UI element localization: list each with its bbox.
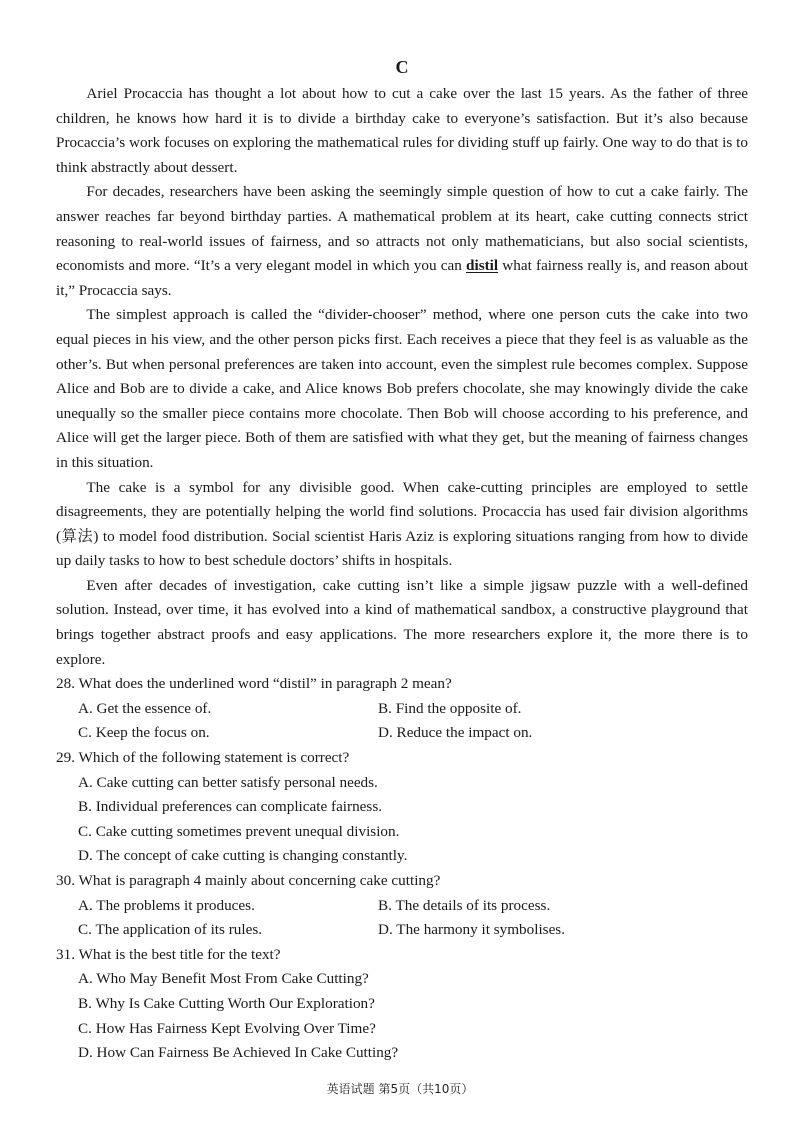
paragraph-2-text-after: what fairness really is, and reason about it,” Procaccia says. <box>56 257 748 299</box>
question-29 <box>56 746 748 869</box>
answer-options <box>56 771 748 869</box>
question-stem: 30. What is paragraph 4 mainly about concerning cake cutting? <box>56 872 441 889</box>
option-d: D. How Can Fairness Be Achieved In Cake Cutting? <box>78 1044 399 1062</box>
option-a: A. The problems it produces. <box>78 896 255 914</box>
answer-options <box>56 697 748 746</box>
exam-page <box>56 56 748 1066</box>
option-b: B. Find the opposite of. <box>378 699 522 717</box>
paragraph-2 <box>56 180 748 303</box>
option-d: D. The harmony it symbolises. <box>378 921 566 939</box>
answer-options <box>56 894 748 943</box>
paragraph-1: Ariel Procaccia has thought a lot about how to cut a cake over the last 15 years. As the father of three children, he knows how hard it is to divide a birthday cake to everyone’s satisfaction. But it’s also because Procaccia’s work focuses on exploring the mathematical rules for dividing stuff up fairly. One way to do that is to think abstractly about dessert. <box>56 85 748 176</box>
option-a: A. Get the essence of. <box>78 699 212 717</box>
paragraph-2-text-before: For decades, researchers have been asking the seemingly simple question of how to cut a cake fairly. The answer reaches far beyond birthday parties. A mathematical problem at its heart, cake cutting connects strict reasoning to real-world issues of fairness, and so attracts not only mathematicians, but also social scientists, economists and more. “It’s a very elegant model in which you can <box>56 183 748 275</box>
reading-passage <box>56 82 748 672</box>
option-b: B. Why Is Cake Cutting Worth Our Exploration? <box>78 994 375 1012</box>
question-stem: 29. Which of the following statement is correct? <box>56 749 350 767</box>
option-a: A. Cake cutting can better satisfy personal needs. <box>78 773 378 791</box>
option-d: D. Reduce the impact on. <box>378 724 533 742</box>
paragraph-3: The simplest approach is called the “divider-chooser” method, where one person cuts the cake into two equal pieces in his view, and the other person picks first. Each receives a piece that they feel is as valuable as the other’s. But when personal preferences are taken into account, even the simplest rule becomes complex. Suppose Alice and Bob are to divide a cake, and Alice knows Bob prefers chocolate, she may knowingly divide the cake unequally so the smaller piece contains more chocolate. Then Bob will choose according to his preference, and Alice will get the larger piece. Both of them are satisfied with what they get, but the meaning of fairness changes in this situation. <box>56 306 748 471</box>
option-c: C. How Has Fairness Kept Evolving Over Time? <box>78 1019 376 1037</box>
paragraph-4: The cake is a symbol for any divisible good. When cake-cutting principles are employed to settle disagreements, they are potentially helping the world find solutions. Procaccia has used fair division algorithms (算法) to model food distribution. Social scientist Haris Aziz is exploring situations ranging from how to divide up daily tasks to how to best schedule doctors’ shifts in hospitals. <box>56 478 748 570</box>
option-d: D. The concept of cake cutting is changing constantly. <box>78 847 408 865</box>
option-b: B. Individual preferences can complicate fairness. <box>78 798 383 816</box>
section-letter: C <box>395 57 409 77</box>
option-a: A. Who May Benefit Most From Cake Cutting? <box>78 970 369 988</box>
question-30 <box>56 869 748 943</box>
page-footer: 英语试题 第5页（共10页） <box>326 1082 474 1096</box>
option-c: C. Cake cutting sometimes prevent unequal division. <box>78 822 400 840</box>
question-stem: 31. What is the best title for the text? <box>56 945 281 963</box>
question-28 <box>56 672 748 746</box>
option-c: C. The application of its rules. <box>78 921 263 939</box>
question-31 <box>56 943 748 1066</box>
underlined-word-distil: distil <box>466 257 499 275</box>
question-stem: 28. What does the underlined word “distil” in paragraph 2 mean? <box>56 675 452 693</box>
option-c: C. Keep the focus on. <box>78 724 210 742</box>
option-b: B. The details of its process. <box>378 896 551 914</box>
answer-options <box>56 967 748 1065</box>
paragraph-5: Even after decades of investigation, cake cutting isn’t like a simple jigsaw puzzle with a well-defined solution. Instead, over time, it has evolved into a kind of mathematical sandbox, a constructive playground that brings together abstract proofs and easy applications. The more researchers explore it, the more there is to explore. <box>56 576 748 668</box>
